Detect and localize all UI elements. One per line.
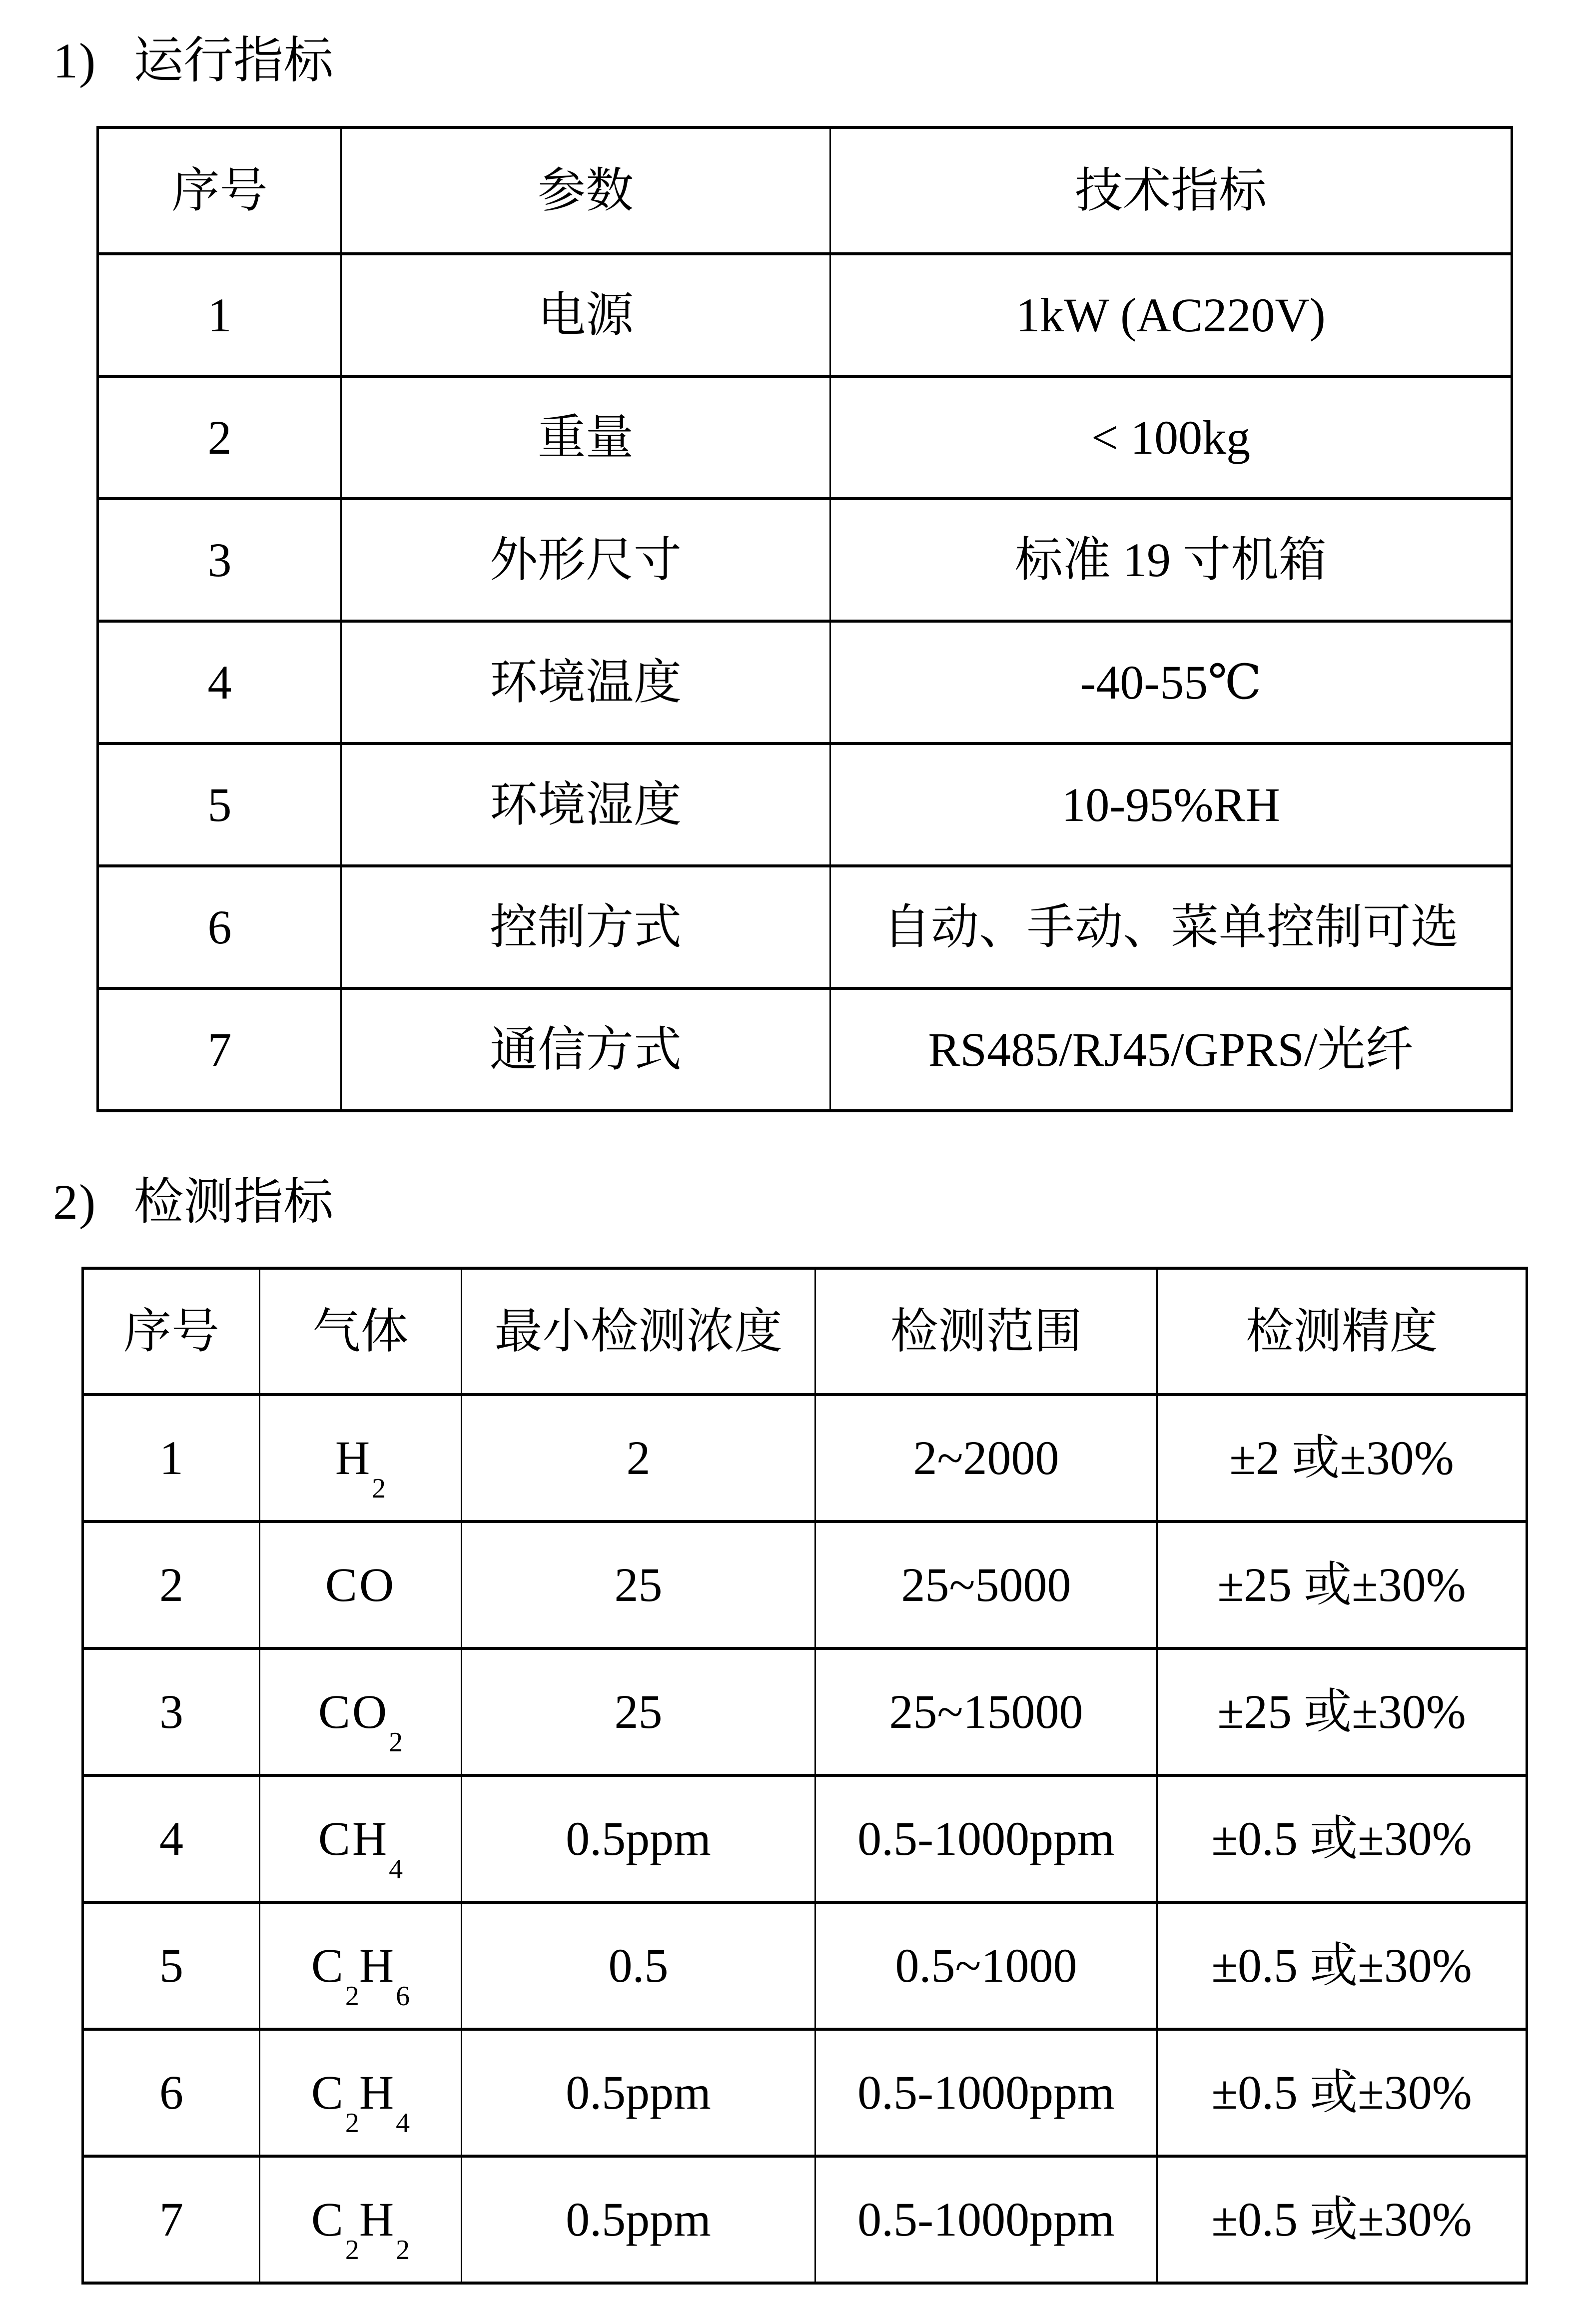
- table-row: [98, 744, 1512, 866]
- gas-formula: $H_2$: [335, 1431, 386, 1504]
- table2-cell-gas: [260, 1902, 462, 2029]
- table2-cell-min: 25: [462, 1522, 815, 1648]
- table1-cell-spec: 标准 19 寸机箱: [830, 499, 1512, 621]
- section1-heading: [53, 32, 333, 89]
- section2-heading-number: 2): [53, 1174, 97, 1230]
- table1-cell-param: 电源: [341, 254, 830, 376]
- table2-cell-min: 0.5ppm: [462, 1775, 815, 1902]
- table2-cell-no: 3: [83, 1648, 260, 1775]
- table2-cell-precision: ±2 或±30%: [1157, 1395, 1527, 1522]
- table2-cell-no: 4: [83, 1775, 260, 1902]
- table1-cell-no: 4: [98, 621, 341, 744]
- table2-cell-gas: [260, 1395, 462, 1522]
- table2-cell-precision: ±0.5 或±30%: [1157, 1775, 1527, 1902]
- table1-cell-spec: 自动、手动、菜单控制可选: [830, 866, 1512, 988]
- table1-cell-param: 环境湿度: [341, 744, 830, 866]
- table2-cell-gas: [260, 2156, 462, 2283]
- table1-cell-spec: 10-95%RH: [830, 744, 1512, 866]
- gas-formula: $C_2H_6$: [311, 1939, 410, 2012]
- table2-cell-range: 25~5000: [815, 1522, 1157, 1648]
- table1-cell-spec: < 100kg: [830, 376, 1512, 499]
- table1-cell-no: 7: [98, 988, 341, 1111]
- table-row: [83, 1395, 1527, 1522]
- table-row: [83, 1522, 1527, 1648]
- table2-cell-no: 1: [83, 1395, 260, 1522]
- table2-cell-gas: [260, 1522, 462, 1648]
- table2-cell-no: 7: [83, 2156, 260, 2283]
- table-row: [98, 988, 1512, 1111]
- table1-cell-param: 控制方式: [341, 866, 830, 988]
- table2-cell-min: 2: [462, 1395, 815, 1522]
- table2-header-precision: 检测精度: [1157, 1268, 1527, 1395]
- table2-cell-min: 0.5: [462, 1902, 815, 2029]
- table2-cell-range: 0.5-1000ppm: [815, 2029, 1157, 2156]
- table1-cell-no: 5: [98, 744, 341, 866]
- section2-heading-title: 检测指标: [133, 1174, 334, 1230]
- table2-cell-no: 6: [83, 2029, 260, 2156]
- table1-header-row: [98, 127, 1512, 254]
- table2-cell-range: 0.5-1000ppm: [815, 2156, 1157, 2283]
- table2-cell-gas: [260, 2029, 462, 2156]
- table2-header-gas: 气体: [260, 1268, 462, 1395]
- table2-header-min: 最小检测浓度: [462, 1268, 815, 1395]
- section1-heading-number: 1): [53, 33, 97, 88]
- table-row: [98, 376, 1512, 499]
- table1-cell-no: 2: [98, 376, 341, 499]
- table2-header-row: [83, 1268, 1527, 1395]
- detection-indicators-table: [81, 1267, 1528, 2285]
- table-row: [83, 1648, 1527, 1775]
- table-row: [98, 866, 1512, 988]
- table2-cell-range: 0.5-1000ppm: [815, 1775, 1157, 1902]
- table2-cell-precision: ±25 或±30%: [1157, 1648, 1527, 1775]
- table2-cell-range: 25~15000: [815, 1648, 1157, 1775]
- table-row: [98, 254, 1512, 376]
- table2-cell-precision: ±0.5 或±30%: [1157, 2156, 1527, 2283]
- table2-cell-min: 25: [462, 1648, 815, 1775]
- table-row: [98, 621, 1512, 744]
- table2-cell-gas: [260, 1648, 462, 1775]
- table1-cell-no: 6: [98, 866, 341, 988]
- table1-cell-spec: 1kW (AC220V): [830, 254, 1512, 376]
- operating-indicators-table: [96, 126, 1513, 1112]
- table1-cell-param: 重量: [341, 376, 830, 499]
- table2-cell-range: 0.5~1000: [815, 1902, 1157, 2029]
- table1-header-param: 参数: [341, 127, 830, 254]
- gas-formula: $C_2H_4$: [311, 2066, 410, 2139]
- table2-cell-range: 2~2000: [815, 1395, 1157, 1522]
- table1-cell-spec: RS485/RJ45/GPRS/光纤: [830, 988, 1512, 1111]
- table2-header-no: 序号: [83, 1268, 260, 1395]
- table2-header-range: 检测范围: [815, 1268, 1157, 1395]
- table1-header-no: 序号: [98, 127, 341, 254]
- table1-cell-param: 外形尺寸: [341, 499, 830, 621]
- table1-header-spec: 技术指标: [830, 127, 1512, 254]
- gas-formula: $C_2H_2$: [311, 2193, 410, 2266]
- table2-cell-no: 5: [83, 1902, 260, 2029]
- section2-heading: [53, 1173, 333, 1231]
- table1-cell-param: 环境温度: [341, 621, 830, 744]
- table-row: [83, 1775, 1527, 1902]
- table2-cell-no: 2: [83, 1522, 260, 1648]
- table2-cell-min: 0.5ppm: [462, 2156, 815, 2283]
- section1-heading-title: 运行指标: [133, 33, 334, 88]
- table1-cell-no: 3: [98, 499, 341, 621]
- gas-formula: CO: [325, 1558, 396, 1612]
- table-row: [83, 2029, 1527, 2156]
- table1-cell-no: 1: [98, 254, 341, 376]
- table2-cell-precision: ±0.5 或±30%: [1157, 2029, 1527, 2156]
- table-row: [83, 1902, 1527, 2029]
- gas-formula: $CH_4$: [318, 1812, 403, 1885]
- table1-cell-param: 通信方式: [341, 988, 830, 1111]
- table2-cell-gas: [260, 1775, 462, 1902]
- table2-cell-min: 0.5ppm: [462, 2029, 815, 2156]
- table-row: [98, 499, 1512, 621]
- table1-cell-spec: -40-55℃: [830, 621, 1512, 744]
- table2-cell-precision: ±0.5 或±30%: [1157, 1902, 1527, 2029]
- table2-cell-precision: ±25 或±30%: [1157, 1522, 1527, 1648]
- gas-formula: $CO_2$: [318, 1685, 403, 1758]
- table-row: [83, 2156, 1527, 2283]
